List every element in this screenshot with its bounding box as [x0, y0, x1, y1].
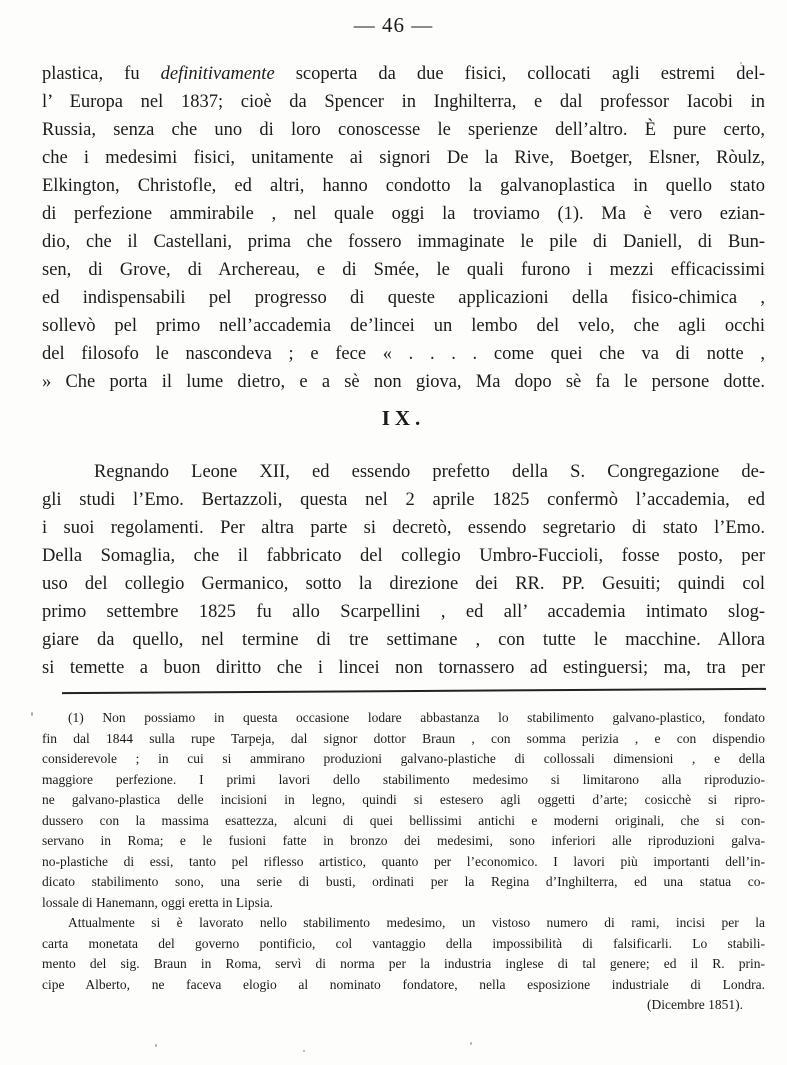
main-text-block	[0, 60, 787, 682]
text-line: ne galvano-plastica delle incisioni in legno, quindi si estesero agli oggetti d’arte; cosicchè si ripro-	[42, 792, 765, 807]
footnote-date: (Dicembre 1851).	[647, 997, 743, 1012]
text-line: cipe Alberto, ne faceva elogio al nominato fondatore, nella esposizione industriale di Londra.	[42, 976, 765, 992]
text-line: lossale di Hanemann, oggi eretta in Lipsia.	[42, 894, 273, 910]
scan-speck	[31, 712, 33, 716]
text-line: giare da quello, nel termine di tre settimane , con tutte le macchine. Allora	[42, 630, 765, 650]
text-line: sen, di Grove, di Archereau, e di Smée, le quali furono i mezzi efficacissimi	[42, 260, 765, 280]
text-line: (1) Non possiamo in questa occasione lodare abbastanza lo stabilimento galvano-plastico, fondato	[68, 710, 765, 725]
text-line: plastica, fu definitivamente scoperta da due fisici, collocati agli estremi del-	[42, 64, 765, 84]
text-line: l’ Europa nel 1837; cioè da Spencer in Inghilterra, e dal professor Iacobi in	[42, 92, 765, 112]
text-line: uso del collegio Germanico, sotto la direzione dei RR. PP. Gesuiti; quindi col	[42, 574, 765, 594]
text-line: ed indispensabili pel progresso di queste applicazioni della fisico-chimica ,	[42, 288, 765, 308]
scan-speck	[470, 1042, 472, 1045]
scan-speck	[303, 1050, 305, 1052]
text-line: gli studi l’Emo. Bertazzoli, questa nel 2 aprile 1825 confermò l’accademia, ed	[42, 490, 765, 510]
text-line: che i medesimi fisici, unitamente ai signori De la Rive, Boetger, Elsner, Ròulz,	[42, 148, 765, 168]
text-line: i suoi regolamenti. Per altra parte si decretò, essendo segretario di stato l’Emo.	[42, 518, 765, 538]
footnote-block	[0, 708, 787, 1016]
text-line: considerevole ; in cui si ammirano produzioni galvano-plastiche di collossali dimensioni , e della	[42, 751, 765, 766]
section-heading-ix: IX.	[381, 406, 426, 430]
footnote-paragraph-1	[42, 708, 765, 913]
text-line: no-plastiche di essi, tanto pel riflesso artistico, quanto per l’economico. I lavori più importanti dell’in-	[42, 853, 765, 869]
text-line: fin dal 1844 sulla rupe Tarpeja, dal signor dottor Braun , con somma perizia , e con dispendio	[42, 730, 765, 746]
paragraph-section-ix	[42, 458, 765, 682]
page-number: — 46 —	[353, 13, 434, 37]
paragraph-continuation	[42, 60, 765, 396]
text-line: sollevò pel primo nell’accademia de’lincei un lembo del velo, che agli occhi	[42, 316, 765, 336]
text-line: di perfezione ammirabile , nel quale oggi la troviamo (1). Ma è vero ezian-	[42, 204, 765, 224]
footnote-separator-rule	[62, 688, 766, 694]
text-line: carta monetata del governo pontificio, col vantaggio della impossibilità di falsificarli. Lo stabili-	[42, 935, 765, 951]
text-line: Della Somaglia, che il fabbricato del collegio Umbro-Fuccioli, fosse posto, per	[42, 546, 765, 566]
text-line: si temette a buon diritto che i lincei non tornassero ad estinguersi; ma, tra per	[42, 658, 765, 678]
text-line: dussero con la massima esattezza, alcuni di quei bellissimi antichi e moderni originali, che si con-	[42, 812, 765, 828]
text-line: mento del sig. Braun in Roma, servì di norma per la industria inglese di tal genere; ed il R. prin-	[42, 956, 765, 971]
text-line: » Che porta il lume dietro, e a sè non giova, Ma dopo sè fa le persone dotte.	[42, 372, 765, 392]
text-line: Attualmente si è lavorato nello stabilimento medesimo, un vistoso numero di rami, incisi per la	[68, 915, 765, 930]
scan-speck	[155, 1044, 157, 1047]
text-line: Russia, senza che uno di loro conoscesse le sperienze dell’altro. È pure certo,	[42, 120, 765, 140]
text-line: dicato stabilimento sono, una serie di busti, ordinati per la Regina d’Inghilterra, ed una statua co-	[42, 874, 765, 889]
text-line: Elkington, Christofle, ed altri, hanno condotto la galvanoplastica in quello stato	[42, 176, 765, 196]
text-line: dio, che il Castellani, prima che fossero immaginate le pile di Daniell, di Bun-	[42, 232, 765, 252]
text-line: maggiore perfezione. I primi lavori dello stabilimento medesimo si limitarono alla riproduzio-	[42, 771, 765, 787]
text-line: del filosofo le nascondeva ; e fece « . . . . come quei che va di notte ,	[42, 344, 765, 364]
text-line: servano in Roma; e le fusioni fatte in bronzo dei medesimi, sono inferiori alle riproduzioni galva-	[42, 833, 765, 848]
text-line: primo settembre 1825 fu allo Scarpellini , ed all’ accademia intimato slog-	[42, 602, 765, 622]
scan-speck	[740, 62, 742, 64]
text-line: Regnando Leone XII, ed essendo prefetto della S. Congregazione de-	[94, 462, 765, 482]
footnote-paragraph-2	[42, 913, 765, 995]
